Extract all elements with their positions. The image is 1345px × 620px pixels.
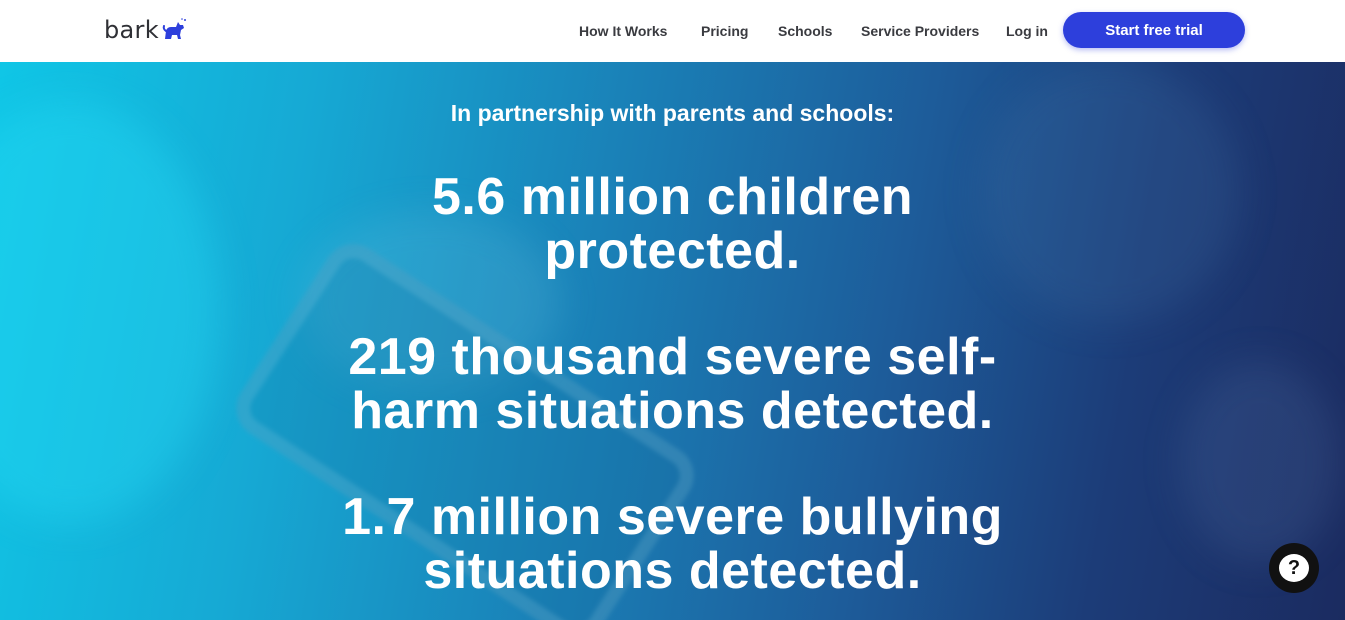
stat-line: 5.6 million children [432,168,913,226]
stat-line: protected. [544,222,801,280]
help-glyph: ? [1287,557,1301,579]
hero-section [0,62,1345,620]
stat-line: 1.7 million severe bullying [342,488,1003,546]
site-header [0,0,1345,62]
question-chat-icon [1279,554,1309,582]
nav-service-providers[interactable]: Service Providers [861,23,980,39]
start-free-trial-button[interactable]: Start free trial [1063,12,1245,48]
logo-text: bark [104,16,159,44]
stat-self-harm-detected [323,330,1023,438]
hero-background-blur [1180,362,1340,562]
stat-line: 219 thousand severe self- [348,328,997,386]
nav-how-it-works[interactable]: How It Works [579,23,668,39]
nav-schools[interactable]: Schools [778,23,833,39]
stat-line: situations detected. [423,542,922,600]
hero-background-blur [0,102,220,522]
help-chat-button[interactable] [1269,543,1319,593]
nav-pricing[interactable]: Pricing [701,23,749,39]
stat-bullying-detected [323,490,1023,598]
nav-log-in[interactable]: Log in [1006,23,1048,39]
stat-children-protected [323,170,1023,278]
hero-intro-text: In partnership with parents and schools: [450,100,895,126]
stat-line: harm situations detected. [351,382,994,440]
